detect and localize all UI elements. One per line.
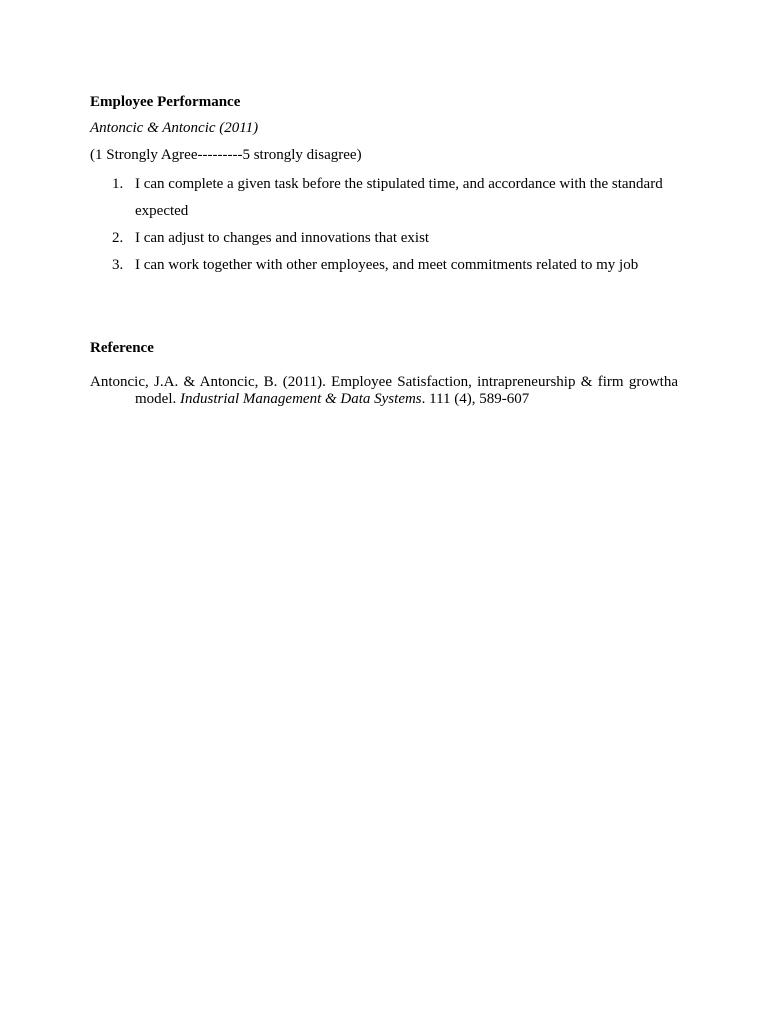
document-content (90, 92, 678, 408)
reference-title: Reference (90, 340, 154, 356)
reference-authors-title: Antoncic, J.A. & Antoncic, B. (2011). Employee Satisfaction, intrapreneurship & firm growtha model. (90, 374, 678, 407)
list-item (90, 225, 678, 252)
reference-entry (90, 374, 678, 408)
reference-details: . 111 (4), 589-607 (421, 391, 530, 407)
source-citation: Antoncic & Antoncic (2011) (90, 120, 259, 136)
item-text: I can work together with other employees, and meet commitments related to my job (135, 257, 639, 273)
item-number: 2. (112, 230, 124, 246)
item-text: I can complete a given task before the stipulated time, and accordance with the standard expected (135, 176, 663, 219)
questionnaire-list (90, 171, 678, 279)
item-number: 3. (112, 257, 124, 273)
list-item (90, 171, 678, 225)
item-number: 1. (112, 176, 124, 192)
section-title: Employee Performance (90, 94, 241, 110)
item-text: I can adjust to changes and innovations that exist (135, 230, 430, 246)
reference-journal: Industrial Management & Data Systems (180, 391, 422, 407)
list-item (90, 252, 678, 279)
scale-note: (1 Strongly Agree---------5 strongly disagree) (90, 147, 362, 163)
